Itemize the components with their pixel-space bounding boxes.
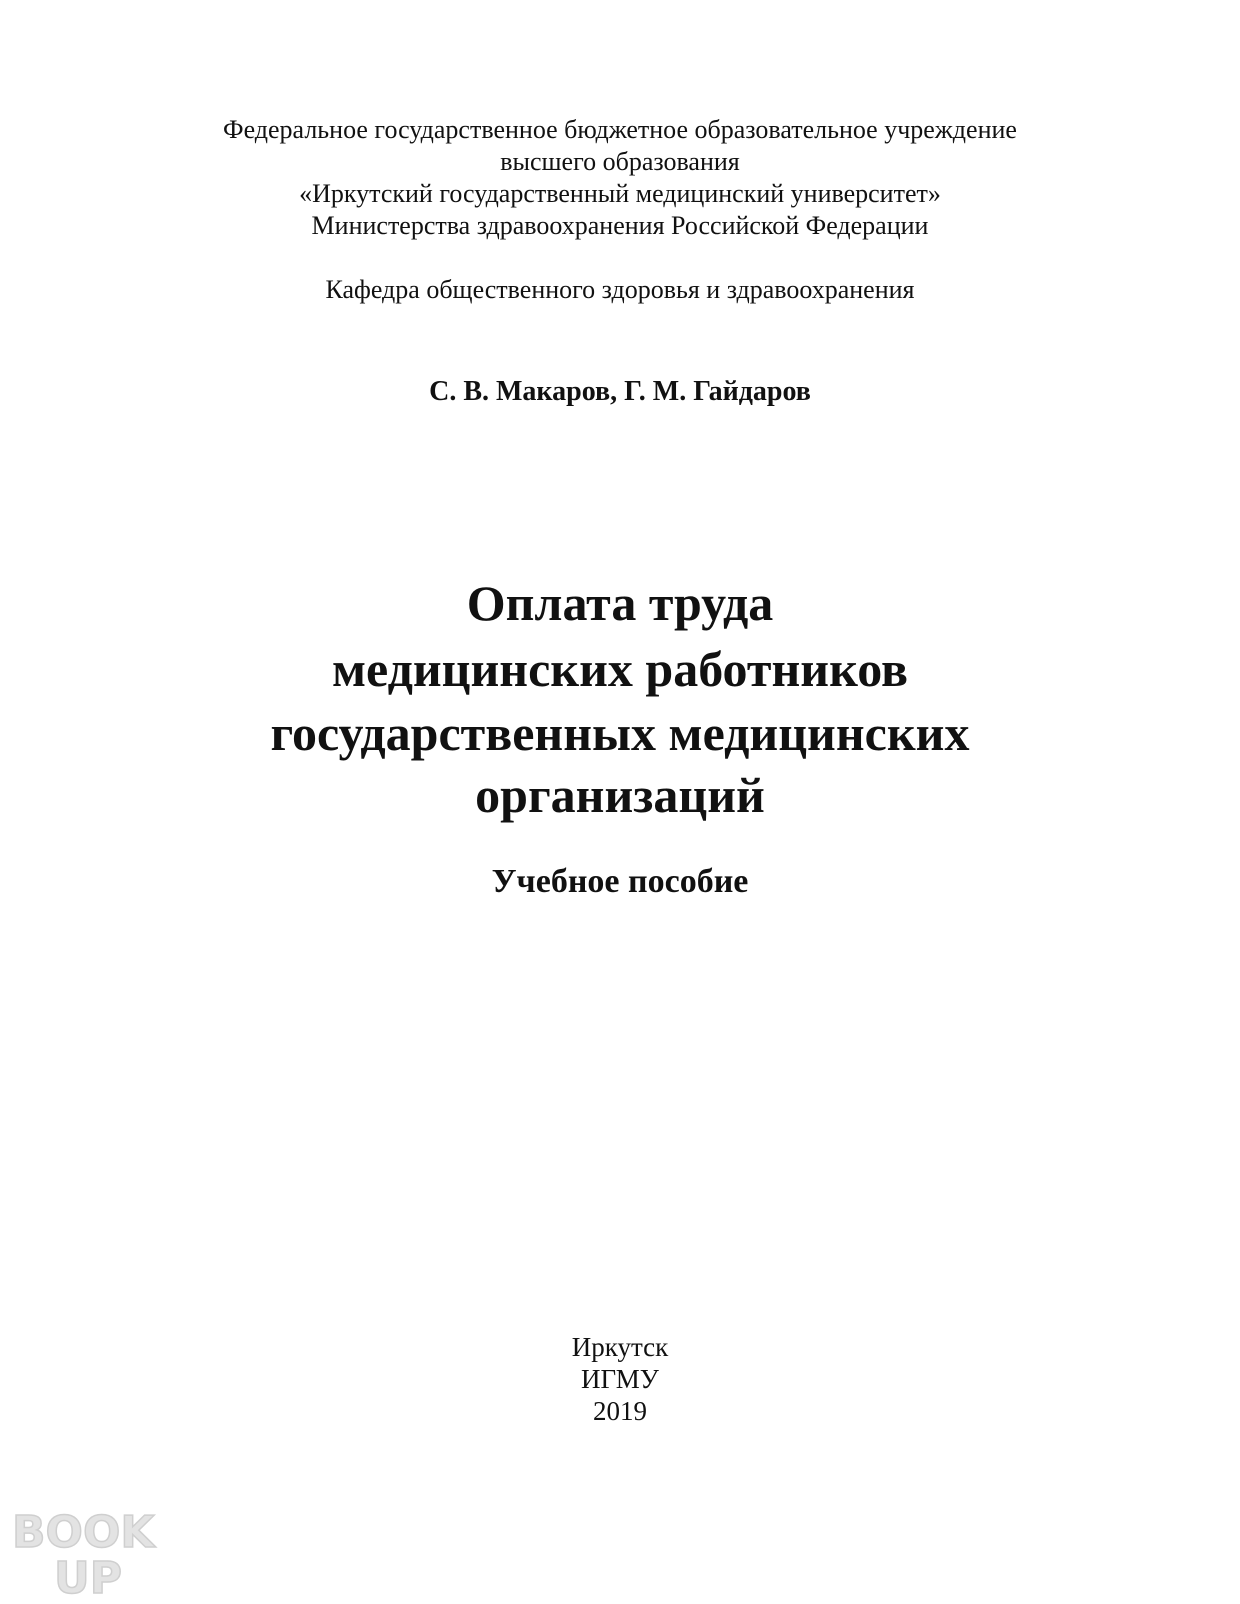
watermark-text-bottom: UP bbox=[54, 1553, 122, 1597]
imprint-city: Иркутск bbox=[571, 1332, 669, 1362]
institution-line-3: «Иркутский государственный медицинский университет» bbox=[299, 179, 941, 208]
title-line-3: государственных медицинских bbox=[270, 705, 970, 761]
authors: С. В. Макаров, Г. М. Гайдаров bbox=[429, 376, 811, 407]
institution-line-2: высшего образования bbox=[500, 147, 740, 176]
bookup-watermark-logo bbox=[10, 1505, 162, 1597]
imprint-publisher: ИГМУ bbox=[581, 1364, 659, 1394]
title-line-2: медицинских работников bbox=[331, 641, 908, 697]
watermark-text-top: BOOK bbox=[12, 1507, 155, 1558]
imprint-year: 2019 bbox=[593, 1396, 647, 1426]
title-line-4: организаций bbox=[475, 767, 765, 823]
institution-line-4: Министерства здравоохранения Российской Федерации bbox=[311, 211, 929, 240]
title-line-1: Оплата труда bbox=[466, 575, 774, 631]
department-name: Кафедра общественного здоровья и здравоохранения bbox=[325, 275, 915, 304]
institution-line-1: Федеральное государственное бюджетное образовательное учреждение bbox=[223, 115, 1017, 144]
subtitle: Учебное пособие bbox=[491, 863, 749, 900]
